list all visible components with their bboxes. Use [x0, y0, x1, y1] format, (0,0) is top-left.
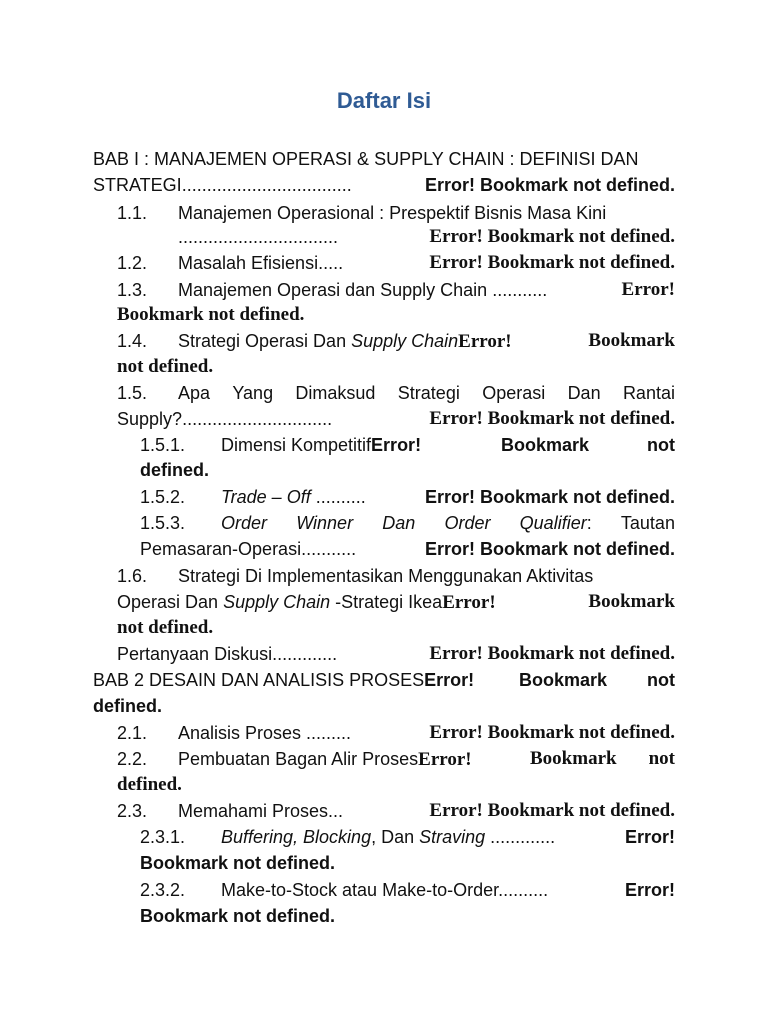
toc-entry-text: Strategi Di Implementasikan Menggunakan Aktivitas [178, 566, 594, 586]
toc-entry-text-italic: Supply Chain [351, 331, 459, 351]
error-text: Error! [621, 279, 675, 300]
toc-entry-number: 1.5.3. [140, 513, 186, 533]
toc-entry-number: 1.1. [117, 203, 148, 223]
toc-leader-dots: ..... [318, 253, 344, 273]
toc-entry-number: 2.3. [117, 801, 148, 821]
error-text: Error! [418, 749, 472, 770]
toc-word: Rantai [622, 383, 675, 403]
toc-entry-number: 1.2. [117, 253, 148, 273]
toc-leader-dots: ........... [301, 539, 357, 559]
error-text: defined. [93, 696, 163, 716]
toc-entry-number: 1.3. [117, 280, 148, 300]
toc-entry-text: Make-to-Stock atau Make-to-Order [221, 880, 499, 900]
error-text: not defined. [117, 356, 214, 377]
toc-entry-text: Memahami Proses [178, 801, 329, 821]
toc-leader-dots: ... [328, 801, 344, 821]
toc-entry-2-1[interactable] [178, 720, 675, 746]
toc-entry-number: 2.1. [117, 723, 148, 743]
error-text: Bookmark [588, 591, 675, 612]
toc-entry-number: 2.3.1. [140, 827, 186, 847]
toc-entry-1-3[interactable] [178, 277, 675, 303]
page-title: Daftar Isi [336, 88, 432, 113]
toc-entry-bab1-line1[interactable] [93, 146, 675, 172]
toc-entry-text: BAB I : MANAJEMEN OPERASI & SUPPLY CHAIN : DEFINISI DAN [93, 149, 639, 169]
toc-entry-text-italic: Trade – Off [221, 487, 311, 507]
toc-entry-text: Pembuatan Bagan Alir Proses [178, 749, 419, 769]
toc-entry-text: Masalah Efisiensi [178, 253, 319, 273]
toc-entry-number: 1.5.2. [140, 487, 186, 507]
error-text: Error! Bookmark not defined. [429, 252, 675, 273]
error-text: Error! [624, 880, 675, 900]
toc-leader-dots: ......... [301, 723, 352, 743]
error-text: not [647, 670, 675, 690]
error-text: Error! [458, 331, 512, 352]
toc-leader-dots: ............. [272, 644, 338, 664]
error-text: defined. [117, 774, 182, 795]
error-text: defined. [140, 460, 210, 480]
toc-entry-2-3-2[interactable] [221, 877, 675, 903]
toc-entry-text: Pertanyaan Diskusi [117, 644, 273, 664]
toc-entry-2-3-1[interactable] [221, 824, 675, 850]
error-text: Bookmark [501, 435, 590, 455]
toc-entry-text: BAB 2 DESAIN DAN ANALISIS PROSES [93, 670, 425, 690]
toc-entry-text: Analisis Proses [178, 723, 302, 743]
toc-leader-dots: ........... [492, 280, 548, 300]
toc-entry-text: Operasi Dan [117, 592, 224, 612]
toc-word: Dimaksud [295, 383, 376, 403]
toc-entry-1-1[interactable] [178, 200, 606, 226]
toc-entry-1-5-1[interactable] [221, 432, 675, 458]
toc-leader-dots: .................................. [181, 175, 352, 195]
toc-entry-text: Strategi Operasi Dan [178, 331, 352, 351]
toc-word: Operasi [482, 383, 546, 403]
toc-leader-dots: .......... [498, 880, 549, 900]
toc-word: Order [221, 513, 268, 533]
error-text: Error! [624, 827, 675, 847]
toc-leader-dots: ............. [485, 827, 556, 847]
error-text: Bookmark [530, 748, 617, 769]
toc-entry-number: 1.5.1. [140, 435, 186, 455]
toc-word: Winner [296, 513, 354, 533]
error-text: not [648, 748, 675, 769]
toc-entry-text: Dimensi Kompetitif [221, 435, 372, 455]
toc-leader-dots: .............................. [182, 409, 333, 429]
error-text: Error! Bookmark not defined. [429, 722, 675, 743]
toc-entry-number: 2.3.2. [140, 880, 186, 900]
toc-word: Dan [382, 513, 416, 533]
toc-entry-text: -Strategi Ikea [330, 592, 443, 612]
toc-entry-1-1-line2[interactable] [178, 224, 675, 250]
error-text: Bookmark not defined. [140, 906, 336, 926]
toc-entry-1-6[interactable] [178, 563, 675, 589]
toc-entry-bab1-line2[interactable] [93, 172, 675, 198]
toc-entry-1-5-line2[interactable] [117, 406, 675, 432]
toc-entry-diskusi[interactable] [117, 641, 675, 667]
error-text: Error! Bookmark not defined. [424, 539, 675, 559]
toc-entry-1-5-3[interactable] [221, 510, 675, 536]
toc-entry-text: Pemasaran-Operasi [140, 539, 302, 559]
toc-word: Order [444, 513, 491, 533]
toc-entry-1-5-3-line2[interactable] [140, 536, 675, 562]
error-text: Error! [371, 435, 422, 455]
error-text: Error! Bookmark not defined. [429, 800, 675, 821]
toc-entry-number: 1.4. [117, 331, 148, 351]
error-text: Error! [424, 670, 475, 690]
toc-word: Yang [232, 383, 274, 403]
error-text: Bookmark [588, 330, 675, 351]
toc-entry-text: STRATEGI [93, 175, 182, 195]
toc-word: : [586, 513, 592, 533]
toc-leader-dots: ................................ [178, 227, 339, 247]
toc-word: Dan [567, 383, 601, 403]
toc-entry-number: 2.2. [117, 749, 148, 769]
error-text: Error! Bookmark not defined. [424, 175, 675, 195]
toc-entry-text: Manajemen Operasional : Prespektif Bisnis Masa Kini [178, 203, 607, 223]
error-text: Bookmark [519, 670, 608, 690]
error-text: not defined. [117, 617, 214, 638]
toc-word: Apa [178, 383, 211, 403]
toc-leader-dots: .......... [310, 487, 366, 507]
toc-entry-text: Manajemen Operasi dan Supply Chain [178, 280, 488, 300]
toc-entry-text: , Dan [371, 827, 420, 847]
error-text: Bookmark not defined. [140, 853, 336, 873]
toc-entry-text-italic: Supply Chain [223, 592, 331, 612]
toc-entry-1-2[interactable] [178, 250, 675, 276]
error-text: Error! Bookmark not defined. [429, 226, 675, 247]
toc-entry-text-italic: Buffering, Blocking [221, 827, 372, 847]
toc-word: Tautan [620, 513, 675, 533]
error-text: Error! Bookmark not defined. [429, 408, 675, 429]
toc-entry-1-6-line2[interactable] [117, 589, 675, 615]
error-text: Bookmark not defined. [117, 304, 305, 325]
error-text: not [647, 435, 675, 455]
toc-entry-2-3[interactable] [178, 798, 675, 824]
error-text: Error! Bookmark not defined. [424, 487, 675, 507]
toc-entry-bab2[interactable] [93, 667, 675, 693]
toc-word: Strategi [397, 383, 460, 403]
toc-entry-number: 1.5. [117, 383, 148, 403]
error-text: Error! Bookmark not defined. [429, 643, 675, 664]
error-text: Error! [442, 592, 496, 613]
toc-entry-text: Supply? [117, 409, 183, 429]
toc-entry-1-5-2[interactable] [221, 484, 675, 510]
toc-entry-text-italic: Straving [419, 827, 486, 847]
toc-entry-1-5[interactable] [178, 380, 675, 406]
toc-entry-2-2[interactable] [178, 746, 675, 772]
toc-entry-1-4[interactable] [178, 328, 675, 354]
toc-word: Qualifier [519, 513, 587, 533]
toc-entry-number: 1.6. [117, 566, 148, 586]
